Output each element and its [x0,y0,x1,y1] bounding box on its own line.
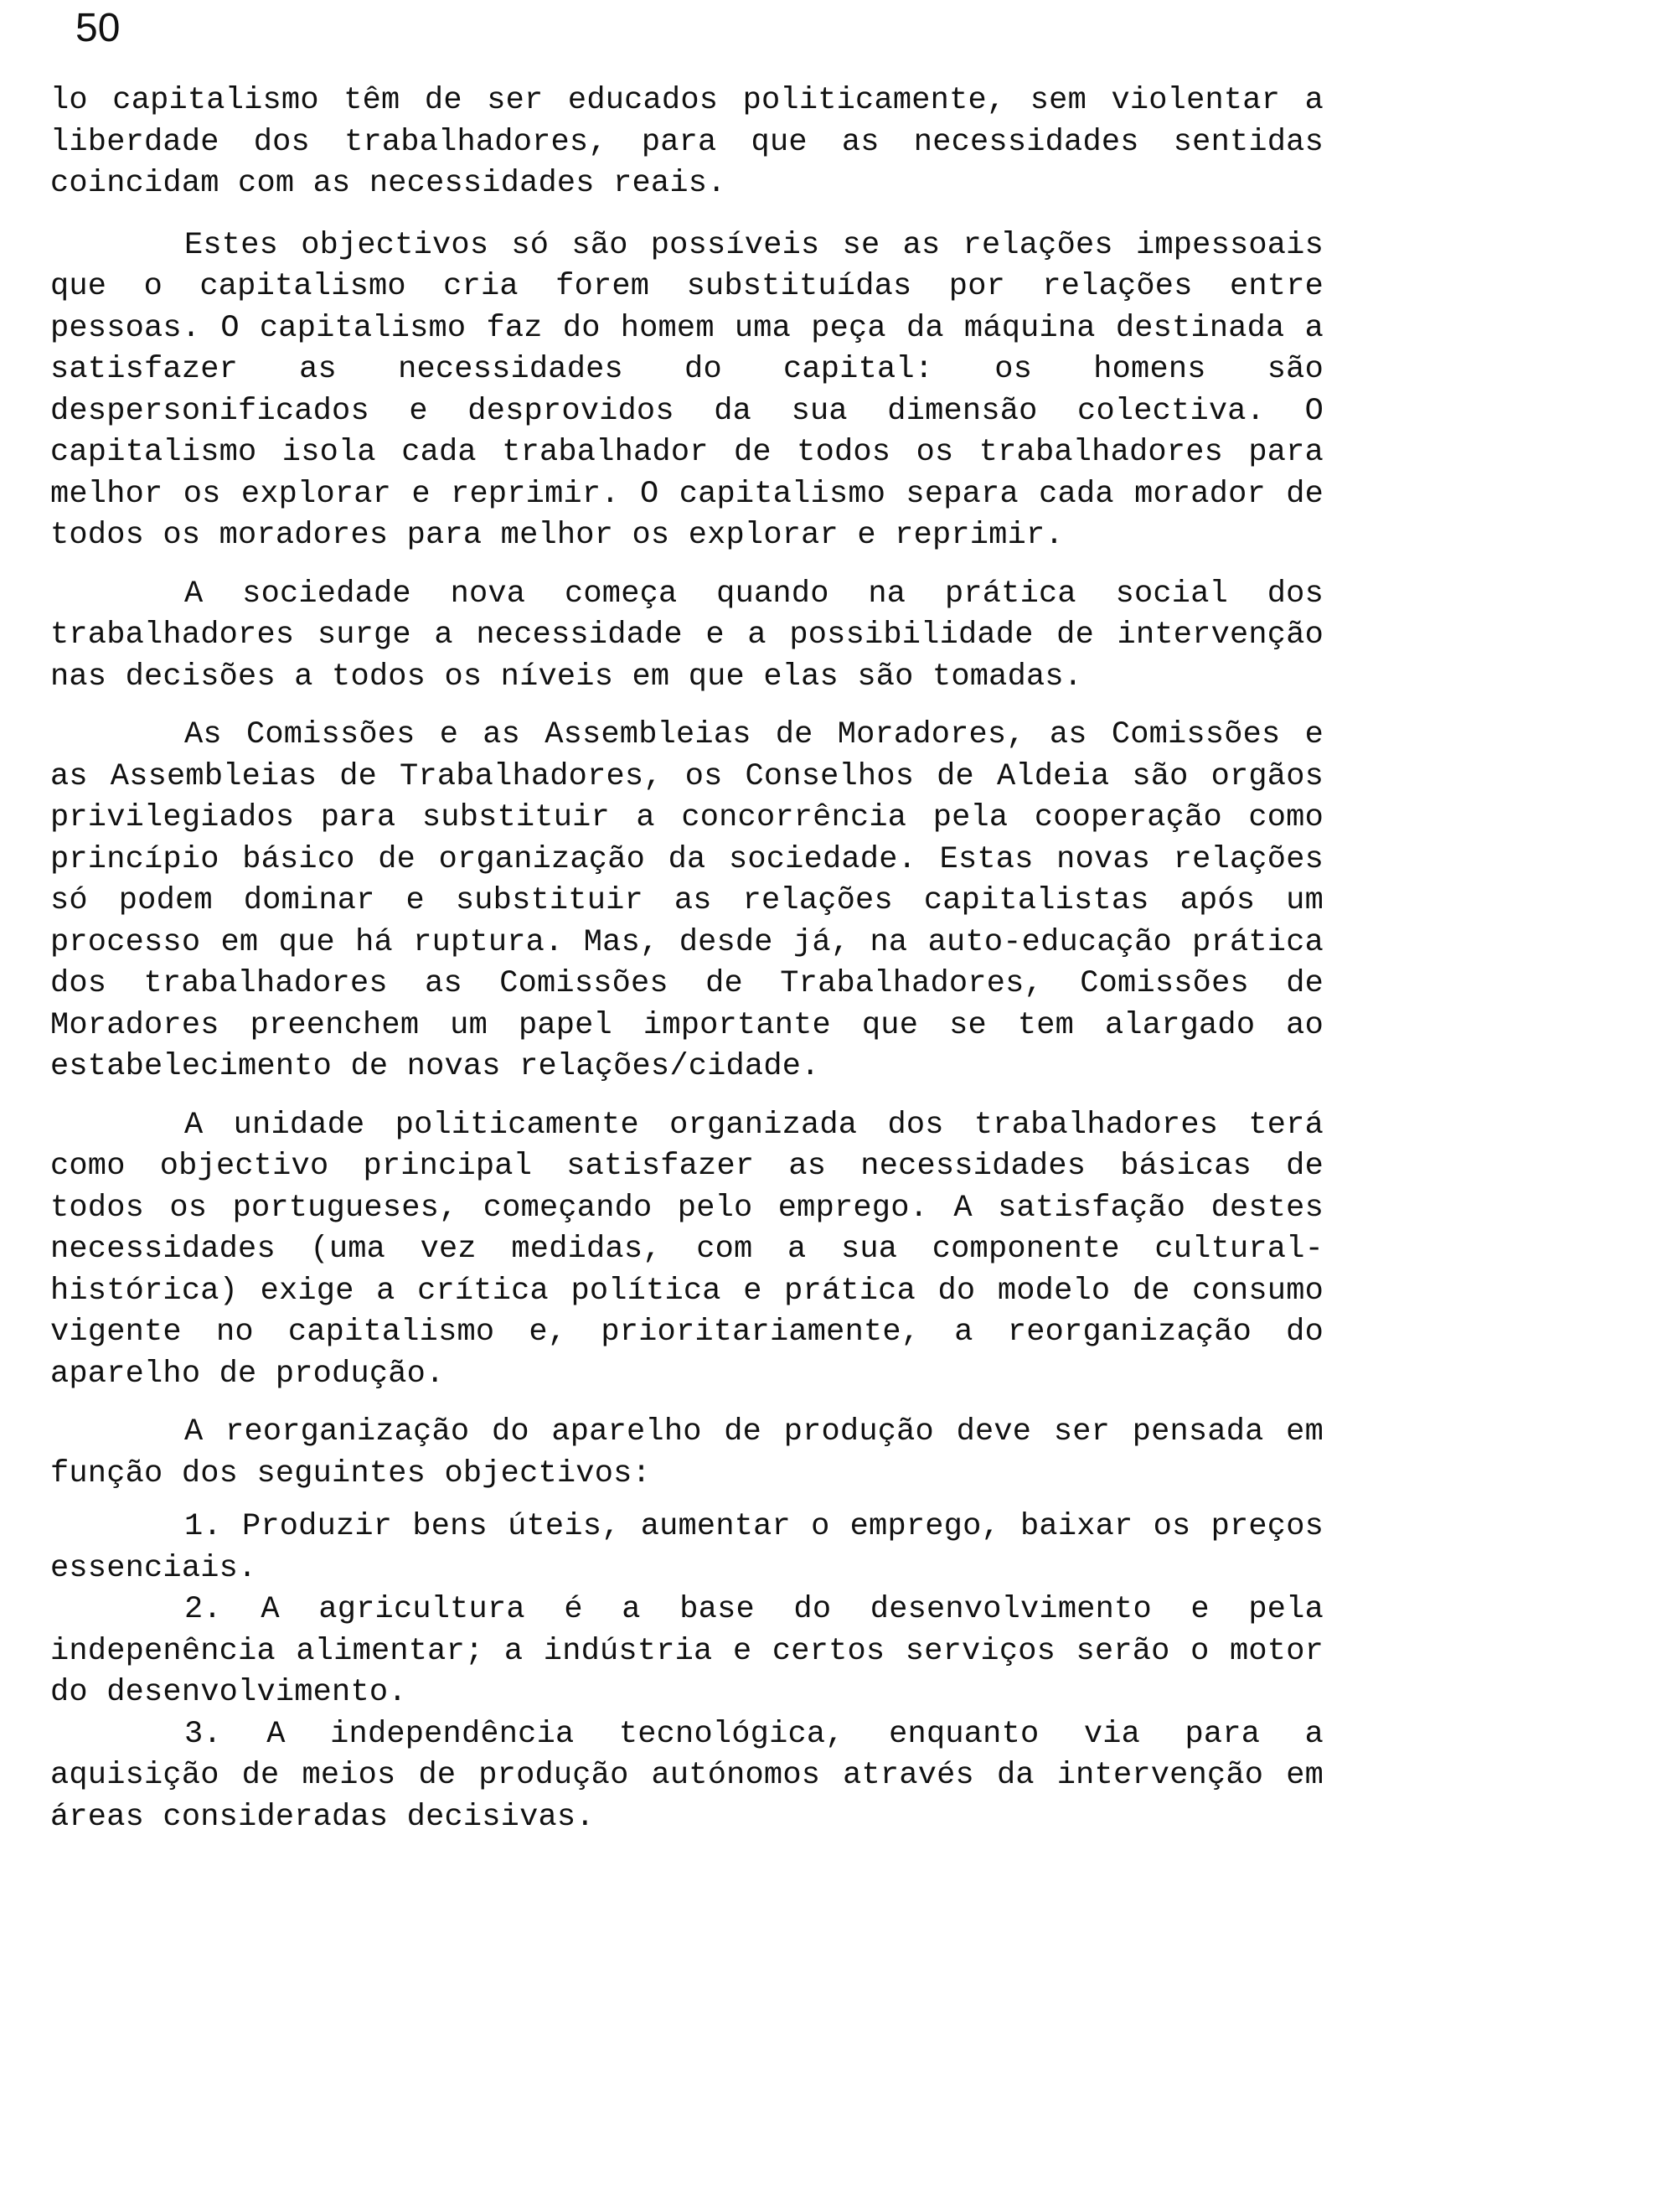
list-item: 3. A independência tecnológica, enquanto via para a aquisição de meios de produção autónomos através da intervenção em áreas consideradas decisivas. [50,1716,1324,1835]
paragraph-workers-unity: A unidade politicamente organizada dos trabalhadores terá como objectivo principal satisfazer as necessidades básicas de todos os portugueses, começando pelo emprego. A satisfação destes necessidades (uma vez medidas, com a sua componente cultural-histórica) exige a crítica política e prática do modelo de consumo vigente no capitalismo e, prioritariamente, a reorganização do aparelho de produção. [50,1107,1324,1392]
objectives-list [50,1507,1324,1838]
paragraph-continuation: lo capitalismo têm de ser educados politicamente, sem violentar a liberdade dos trabalhadores, para que as necessidades sentidas coincidam com as necessidades reais. [50,83,1324,201]
page-number: 50 [75,6,121,50]
list-item: 1. Produzir bens úteis, aumentar o emprego, baixar os preços essenciais. [50,1509,1324,1586]
document-body [50,80,1324,1838]
paragraph-commissions: As Comissões e as Assembleias de Moradores, as Comissões e as Assembleias de Trabalhadores, os Conselhos de Aldeia são orgãos privilegiados para substituir a concorrência pela cooperação como princípio básico de organização da sociedade. Estas novas relações só podem dominar e substituir as relações capitalistas após um processo em que há ruptura. Mas, desde já, na auto-educação prática dos trabalhadores as Comissões de Trabalhadores, Comissões de Moradores preenchem um papel importante que se tem alargado ao estabelecimento de novas relações/cidade. [50,717,1324,1084]
paragraph-objectives: Estes objectivos só são possíveis se as relações impessoais que o capitalismo cria forem substituídas por relações entre pessoas. O capitalismo faz do homem uma peça da máquina destinada a satisfazer as necessidades do capital: os homens são despersonificados e desprovidos da sua dimensão colectiva. O capitalismo isola cada trabalhador de todos os trabalhadores para melhor os explorar e reprimir. O capitalismo separa cada morador de todos os moradores para melhor os explorar e reprimir. [50,227,1324,553]
paragraph-reorganization: A reorganização do aparelho de produção deve ser pensada em função dos seguintes objectivos: [50,1414,1324,1491]
paragraph-new-society: A sociedade nova começa quando na prática social dos trabalhadores surge a necessidade e a possibilidade de intervenção nas decisões a todos os níveis em que elas são tomadas. [50,576,1324,695]
list-item: 2. A agricultura é a base do desenvolvimento e pela indepenência alimentar; a indústria e certos serviços serão o motor do desenvolvimento. [50,1592,1324,1710]
